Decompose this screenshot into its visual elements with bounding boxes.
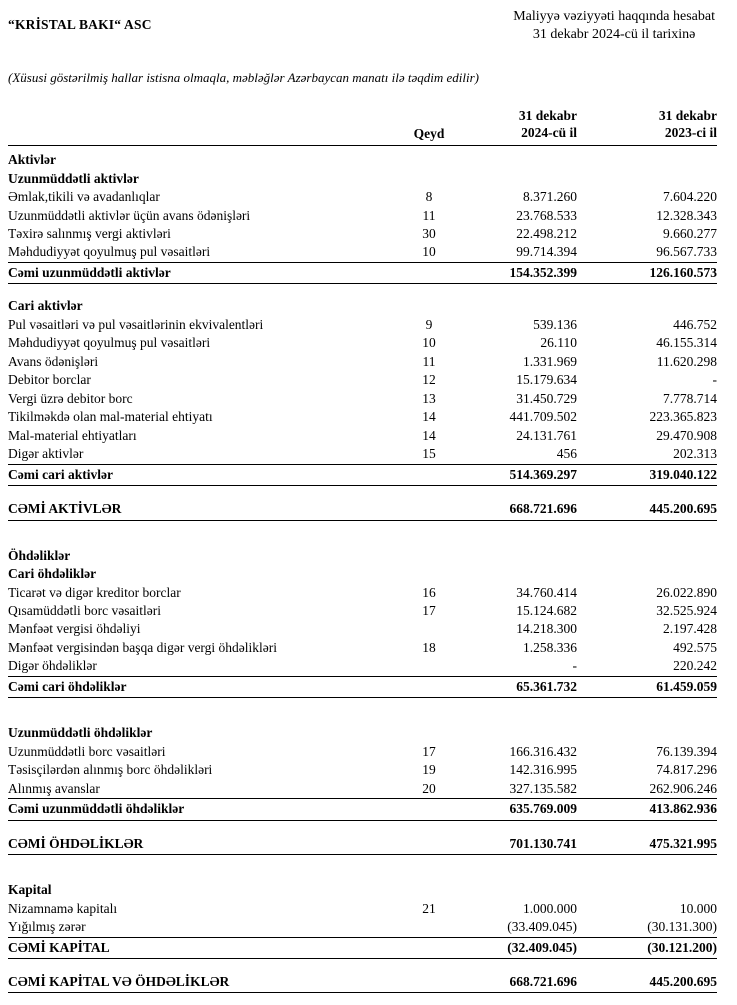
row-note: 15 xyxy=(422,446,436,462)
row-value-2023: 32.525.924 xyxy=(656,602,717,618)
table-row-item xyxy=(8,620,717,638)
row-value-2024: 1.331.969 xyxy=(523,353,577,369)
table-row-item xyxy=(8,761,717,779)
row-value-2024: 14.218.300 xyxy=(516,621,577,637)
table-row-item xyxy=(8,188,717,206)
row-value-2023: (30.121.200) xyxy=(647,939,717,955)
row-label: Cari aktivlər xyxy=(8,298,83,314)
row-label: Məhdudiyyət qoyulmuş pul vəsaitləri xyxy=(8,244,211,260)
table-row-item xyxy=(8,408,717,426)
table-row-total xyxy=(8,262,717,284)
row-label: Cari öhdəliklər xyxy=(8,566,97,582)
row-note: 14 xyxy=(422,409,436,425)
row-value-2024: 23.768.533 xyxy=(516,207,577,223)
table-row-section xyxy=(8,881,717,899)
table-row-total xyxy=(8,464,717,486)
column-header-note: Qeyd xyxy=(413,126,445,142)
row-value-2023: 61.459.059 xyxy=(656,678,717,694)
table-row-section xyxy=(8,297,717,315)
row-value-2023: 10.000 xyxy=(679,900,717,916)
row-value-2024: 99.714.394 xyxy=(516,244,577,260)
row-value-2024: 26.110 xyxy=(540,335,577,351)
row-note: 18 xyxy=(422,639,436,655)
row-value-2023: 12.328.343 xyxy=(656,207,717,223)
row-value-2023: 475.321.995 xyxy=(649,835,717,851)
spacer-row xyxy=(8,855,717,881)
row-label: Tikilməkdə olan mal-material ehtiyatı xyxy=(8,409,213,425)
row-note: 16 xyxy=(422,584,436,600)
company-name: “KRİSTAL BAKI“ ASC xyxy=(8,17,152,32)
row-note: 19 xyxy=(422,762,436,778)
table-row-section xyxy=(8,170,717,188)
table-row-grand xyxy=(8,834,717,855)
table-row-grand xyxy=(8,499,717,520)
row-value-2023: 26.022.890 xyxy=(656,584,717,600)
row-value-2023: 202.313 xyxy=(673,446,717,462)
table-row-grand xyxy=(8,972,717,993)
row-value-2024: 24.131.761 xyxy=(516,427,577,443)
row-value-2024: 166.316.432 xyxy=(509,743,577,759)
row-note: 11 xyxy=(422,207,436,223)
row-value-2024: 456 xyxy=(556,446,577,462)
row-value-2024: - xyxy=(572,658,577,674)
spacer-row xyxy=(8,284,717,297)
row-value-2023: 7.778.714 xyxy=(663,390,717,406)
table-row-item xyxy=(8,390,717,408)
row-label: Pul vəsaitləri və pul vəsaitlərinin ekvivalentləri xyxy=(8,316,264,332)
row-value-2023: - xyxy=(712,372,717,388)
row-value-2024: 1.258.336 xyxy=(523,639,577,655)
row-label: Yığılmış zərər xyxy=(8,919,86,935)
row-value-2023: 29.470.908 xyxy=(656,427,717,443)
row-label: Uzunmüddətli öhdəliklər xyxy=(8,725,153,741)
row-label: Cəmi cari aktivlər xyxy=(8,466,113,482)
row-value-2024: 34.760.414 xyxy=(516,584,577,600)
row-label: CƏMİ KAPİTAL VƏ ÖHDƏLİKLƏR xyxy=(8,974,230,989)
row-value-2023: 96.567.733 xyxy=(656,244,717,260)
row-value-2024: 701.130.741 xyxy=(509,835,577,851)
table-row-item xyxy=(8,657,717,675)
row-label: Mənfəət vergisindən başqa digər vergi öhdəlikləri xyxy=(8,639,278,655)
row-value-2024: 15.179.634 xyxy=(516,372,577,388)
table-row-section xyxy=(8,547,717,565)
row-note: 11 xyxy=(422,353,436,369)
row-label: Debitor borclar xyxy=(8,372,91,388)
row-label: Vergi üzrə debitor borc xyxy=(8,390,133,406)
row-label: CƏMİ KAPİTAL xyxy=(8,939,110,955)
row-note: 10 xyxy=(422,335,436,351)
row-note: 30 xyxy=(422,226,436,241)
row-value-2024: 65.361.732 xyxy=(516,678,577,694)
row-value-2023: 492.575 xyxy=(673,639,717,655)
row-value-2024: 22.498.212 xyxy=(516,226,577,241)
currency-note: (Xüsusi göstərilmiş hallar istisna olmaqla, məbləğlər Azərbaycan manatı ilə təqdim edilir) xyxy=(8,70,479,86)
statement-table xyxy=(8,108,727,993)
spacer-row xyxy=(8,698,717,724)
row-value-2023: 74.817.296 xyxy=(656,762,717,778)
report-title-line1: Maliyyə vəziyyəti haqqında hesabat xyxy=(513,9,715,24)
column-header-2023 xyxy=(577,108,717,142)
row-label: CƏMİ AKTİVLƏR xyxy=(8,501,122,517)
table-row-item xyxy=(8,225,717,243)
row-value-2023: (30.131.300) xyxy=(647,919,717,935)
table-row-item xyxy=(8,243,717,261)
row-note: 14 xyxy=(422,427,436,443)
row-value-2023: 220.242 xyxy=(673,658,717,674)
table-row-section xyxy=(8,151,717,169)
row-value-2024: 1.000.000 xyxy=(523,900,577,916)
row-value-2024: 154.352.399 xyxy=(509,264,577,280)
table-row-item xyxy=(8,639,717,657)
row-label: Alınmış avanslar xyxy=(8,780,100,796)
table-row-item xyxy=(8,334,717,352)
row-value-2023: 76.139.394 xyxy=(656,743,717,759)
row-label: Nizamnamə kapitalı xyxy=(8,900,118,916)
spacer-row xyxy=(8,486,717,499)
table-row-item xyxy=(8,371,717,389)
table-row-item xyxy=(8,743,717,761)
table-row-item xyxy=(8,445,717,463)
row-value-2024: (32.409.045) xyxy=(507,939,577,955)
column-header-2023-line1: 31 dekabr xyxy=(658,108,717,124)
spacer-row xyxy=(8,821,717,834)
table-row-item xyxy=(8,207,717,225)
row-value-2024: (33.409.045) xyxy=(507,919,577,935)
table-row-item xyxy=(8,602,717,620)
column-header-2024-line2: 2024-cü il xyxy=(521,125,577,141)
row-value-2024: 539.136 xyxy=(533,316,577,332)
row-value-2023: 445.200.695 xyxy=(649,501,717,517)
row-note: 9 xyxy=(425,316,433,332)
row-label: Qısamüddətli borc vəsaitləri xyxy=(8,602,161,618)
row-value-2023: 11.620.298 xyxy=(656,353,717,369)
row-label: Öhdəliklər xyxy=(8,547,71,563)
table-row-item xyxy=(8,353,717,371)
row-value-2023: 319.040.122 xyxy=(649,466,717,482)
row-label: Digər öhdəliklər xyxy=(8,658,97,674)
row-label: Cəmi cari öhdəliklər xyxy=(8,678,127,694)
row-value-2023: 126.160.573 xyxy=(649,264,717,280)
row-value-2023: 445.200.695 xyxy=(649,974,717,989)
row-value-2023: 46.155.314 xyxy=(656,335,717,351)
row-label: CƏMİ ÖHDƏLİKLƏR xyxy=(8,835,144,851)
spacer-row xyxy=(8,959,717,972)
table-row-item xyxy=(8,918,717,936)
row-value-2024: 327.135.582 xyxy=(509,780,577,796)
row-note: 17 xyxy=(422,602,436,618)
row-label: Təxirə salınmış vergi aktivləri xyxy=(8,226,171,241)
row-value-2023: 446.752 xyxy=(673,316,717,332)
row-label: Ticarət və digər kreditor borclar xyxy=(8,584,181,600)
table-row-item xyxy=(8,427,717,445)
column-header-2024 xyxy=(459,108,577,142)
row-value-2024: 142.316.995 xyxy=(509,762,577,778)
row-label: Cəmi uzunmüddətli öhdəliklər xyxy=(8,801,185,817)
row-label: Avans ödənişləri xyxy=(8,353,99,369)
row-note: 17 xyxy=(422,743,436,759)
document-header xyxy=(8,8,727,44)
table-row-item xyxy=(8,900,717,918)
table-column-headers xyxy=(8,108,717,146)
row-value-2024: 15.124.682 xyxy=(516,602,577,618)
row-note: 13 xyxy=(422,390,436,406)
row-label: Kapital xyxy=(8,882,52,898)
row-value-2023: 7.604.220 xyxy=(663,189,717,205)
report-title xyxy=(513,8,715,44)
row-value-2024: 668.721.696 xyxy=(509,974,577,989)
spacer-row xyxy=(8,521,717,547)
row-value-2023: 413.862.936 xyxy=(649,801,717,817)
row-label: Uzunmüddətli aktivlər üçün avans ödənişləri xyxy=(8,207,251,223)
row-label: Cəmi uzunmüddətli aktivlər xyxy=(8,264,171,280)
column-header-2024-line1: 31 dekabr xyxy=(518,108,577,124)
table-row-item xyxy=(8,316,717,334)
table-row-section xyxy=(8,565,717,583)
row-label: Əmlak,tikili və avadanlıqlar xyxy=(8,189,160,205)
table-row-total xyxy=(8,798,717,820)
row-value-2023: 223.365.823 xyxy=(649,409,717,425)
row-note: 21 xyxy=(422,900,436,916)
row-note: 10 xyxy=(422,244,436,260)
row-label: Məhdudiyyət qoyulmuş pul vəsaitləri xyxy=(8,335,211,351)
row-note: 8 xyxy=(425,189,433,205)
row-value-2024: 31.450.729 xyxy=(516,390,577,406)
table-row-section xyxy=(8,724,717,742)
row-label: Digər aktivlər xyxy=(8,446,84,462)
row-value-2023: 262.906.246 xyxy=(649,780,717,796)
row-label: Uzunmüddətli borc vəsaitləri xyxy=(8,743,166,759)
column-header-2023-line2: 2023-ci il xyxy=(664,125,717,141)
table-row-total xyxy=(8,937,717,959)
table-row-item xyxy=(8,780,717,798)
row-value-2024: 441.709.502 xyxy=(509,409,577,425)
row-value-2023: 2.197.428 xyxy=(663,621,717,637)
row-value-2023: 9.660.277 xyxy=(663,226,717,241)
row-note: 20 xyxy=(422,780,436,796)
row-value-2024: 668.721.696 xyxy=(509,501,577,517)
row-label: Aktivlər xyxy=(8,152,56,168)
table-row-item xyxy=(8,584,717,602)
table-row-total xyxy=(8,676,717,698)
row-value-2024: 635.769.009 xyxy=(509,801,577,817)
row-label: Təsisçilərdən alınmış borc öhdəlikləri xyxy=(8,762,213,778)
row-value-2024: 8.371.260 xyxy=(523,189,577,205)
statement-table-body xyxy=(8,151,717,993)
row-label: Mənfəət vergisi öhdəliyi xyxy=(8,621,141,637)
row-label: Mal-material ehtiyatları xyxy=(8,427,137,443)
report-title-line2: 31 dekabr 2024-cü il tarixinə xyxy=(532,27,696,43)
row-note: 12 xyxy=(422,372,436,388)
row-label: Uzunmüddətli aktivlər xyxy=(8,170,139,186)
row-value-2024: 514.369.297 xyxy=(509,466,577,482)
